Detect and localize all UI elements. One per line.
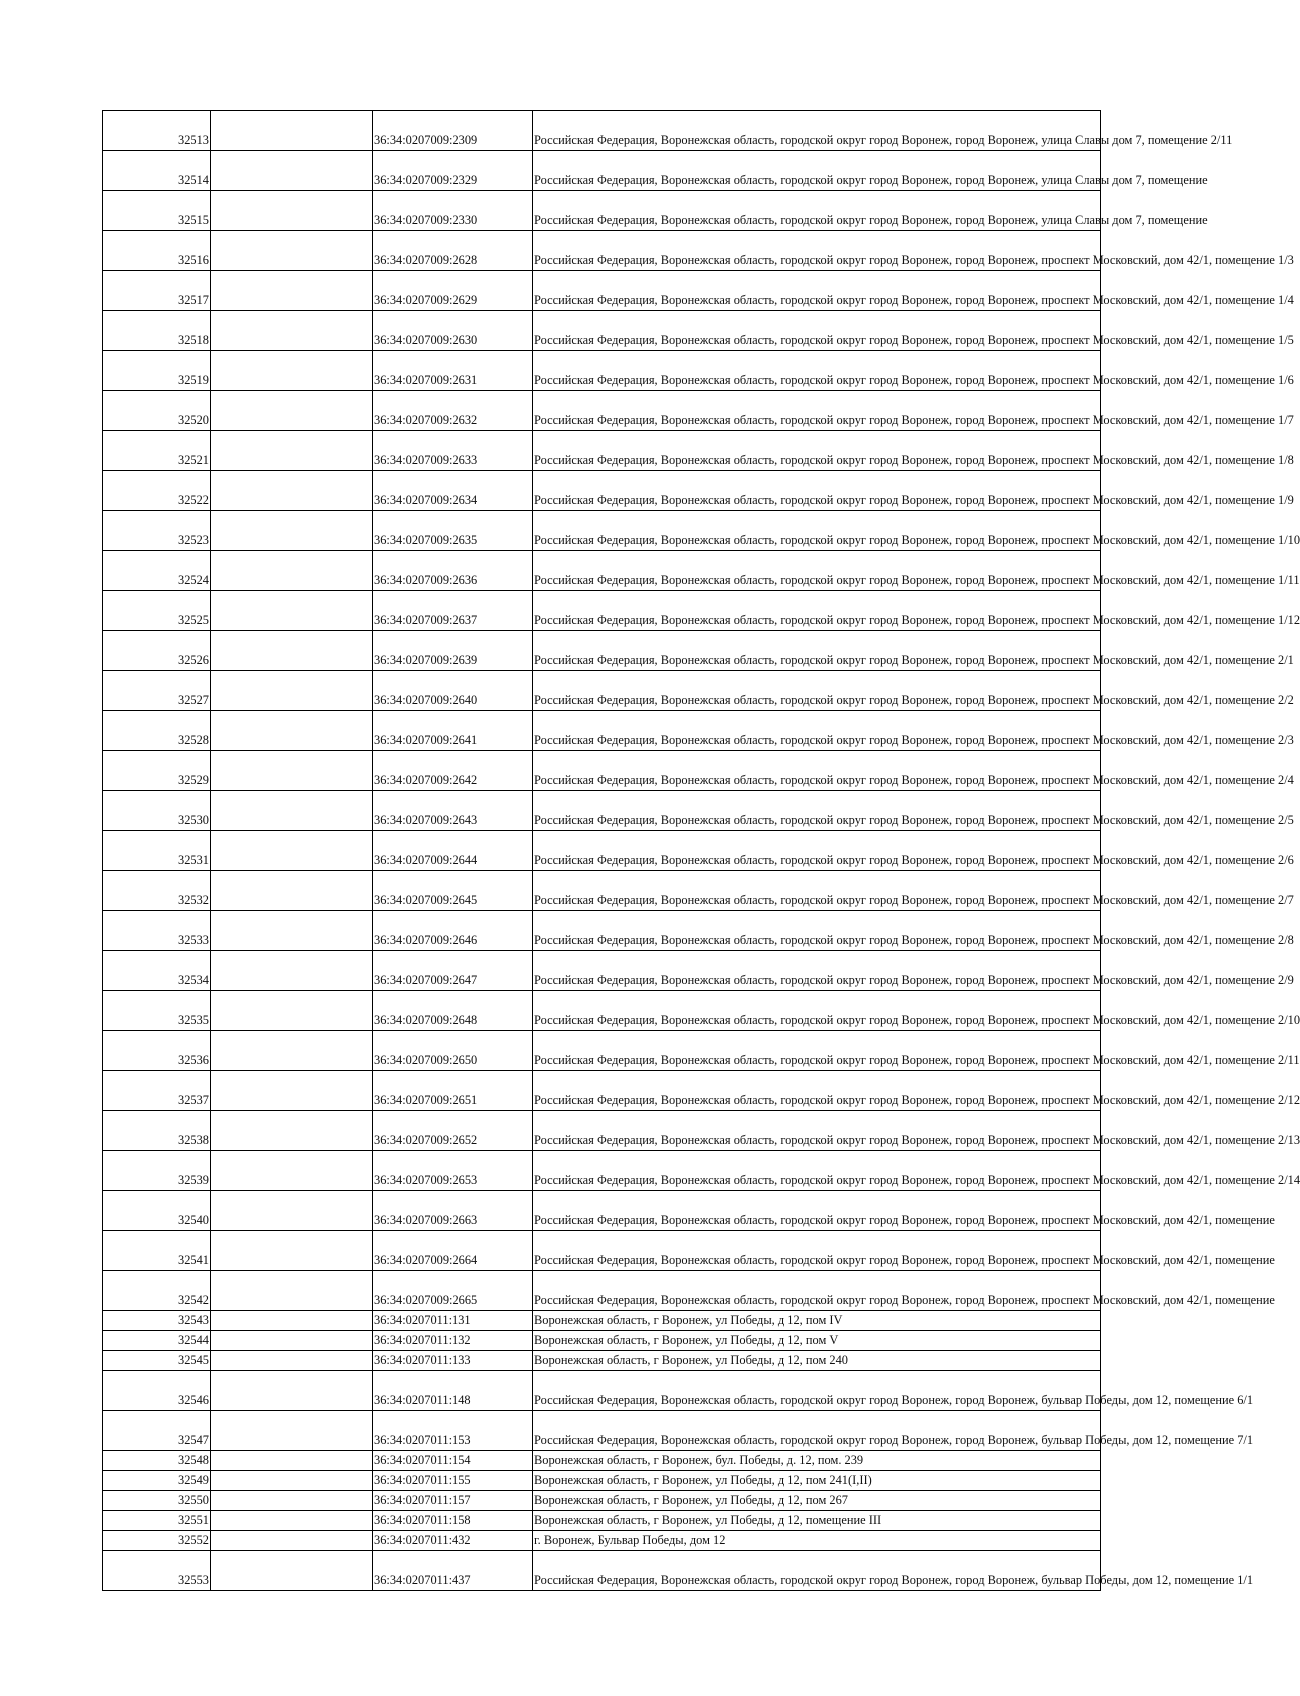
empty-cell: [211, 1031, 373, 1071]
row-number: 32521: [103, 431, 211, 471]
cadastral-number: 36:34:0207011:158: [373, 1511, 533, 1531]
address: Российская Федерация, Воронежская область, городской округ город Воронеж, город Воронеж, проспект Московский, дом 42/1, помещение: [533, 1271, 1101, 1311]
table-row: [103, 511, 1101, 551]
table-row: [103, 631, 1101, 671]
empty-cell: [211, 1491, 373, 1511]
row-number: 32513: [103, 111, 211, 151]
address: Российская Федерация, Воронежская область, городской округ город Воронеж, город Воронеж, проспект Московский, дом 42/1, помещение 2/9: [533, 951, 1101, 991]
address: Российская Федерация, Воронежская область, городской округ город Воронеж, город Воронеж, проспект Московский, дом 42/1, помещение 1/11: [533, 551, 1101, 591]
address: Российская Федерация, Воронежская область, городской округ город Воронеж, город Воронеж, проспект Московский, дом 42/1, помещение 2/2: [533, 671, 1101, 711]
table-row: [103, 831, 1101, 871]
cadastral-number: 36:34:0207009:2635: [373, 511, 533, 551]
row-number: 32531: [103, 831, 211, 871]
empty-cell: [211, 1191, 373, 1231]
address: Российская Федерация, Воронежская область, городской округ город Воронеж, город Воронеж, проспект Московский, дом 42/1, помещение 2/13: [533, 1111, 1101, 1151]
cadastral-number: 36:34:0207009:2637: [373, 591, 533, 631]
address: Российская Федерация, Воронежская область, городской округ город Воронеж, город Воронеж, бульвар Победы, дом 12, помещение 7/1: [533, 1411, 1101, 1451]
address: Российская Федерация, Воронежская область, городской округ город Воронеж, город Воронеж, проспект Московский, дом 42/1, помещение 1/12: [533, 591, 1101, 631]
row-number: 32546: [103, 1371, 211, 1411]
cadastral-number: 36:34:0207009:2631: [373, 351, 533, 391]
row-number: 32516: [103, 231, 211, 271]
empty-cell: [211, 991, 373, 1031]
empty-cell: [211, 1411, 373, 1451]
empty-cell: [211, 471, 373, 511]
table-row: [103, 111, 1101, 151]
row-number: 32544: [103, 1331, 211, 1351]
cadastral-number: 36:34:0207011:131: [373, 1311, 533, 1331]
cadastral-number: 36:34:0207009:2664: [373, 1231, 533, 1271]
empty-cell: [211, 1471, 373, 1491]
cadastral-number: 36:34:0207009:2640: [373, 671, 533, 711]
table-row: [103, 791, 1101, 831]
empty-cell: [211, 1071, 373, 1111]
table-row: [103, 1271, 1101, 1311]
row-number: 32533: [103, 911, 211, 951]
table-row: [103, 1071, 1101, 1111]
row-number: 32550: [103, 1491, 211, 1511]
table-row: [103, 751, 1101, 791]
row-number: 32541: [103, 1231, 211, 1271]
address: Воронежская область, г Воронеж, ул Победы, д 12, пом IV: [533, 1311, 1101, 1331]
empty-cell: [211, 1531, 373, 1551]
empty-cell: [211, 591, 373, 631]
cadastral-number: 36:34:0207011:157: [373, 1491, 533, 1511]
table-row: [103, 871, 1101, 911]
address: Российская Федерация, Воронежская область, городской округ город Воронеж, город Воронеж, проспект Московский, дом 42/1, помещение 1/7: [533, 391, 1101, 431]
cadastral-number: 36:34:0207009:2634: [373, 471, 533, 511]
empty-cell: [211, 1551, 373, 1591]
row-number: 32526: [103, 631, 211, 671]
table-row: [103, 1151, 1101, 1191]
table-row: [103, 1371, 1101, 1411]
row-number: 32522: [103, 471, 211, 511]
cadastral-number: 36:34:0207009:2651: [373, 1071, 533, 1111]
row-number: 32540: [103, 1191, 211, 1231]
cadastral-number: 36:34:0207009:2650: [373, 1031, 533, 1071]
address: Российская Федерация, Воронежская область, городской округ город Воронеж, город Воронеж, проспект Московский, дом 42/1, помещение 2/8: [533, 911, 1101, 951]
empty-cell: [211, 271, 373, 311]
empty-cell: [211, 1351, 373, 1371]
row-number: 32520: [103, 391, 211, 431]
cadastral-number: 36:34:0207011:148: [373, 1371, 533, 1411]
table-row: [103, 1311, 1101, 1331]
address: Воронежская область, г Воронеж, ул Победы, д 12, пом 241(I,II): [533, 1471, 1101, 1491]
table-row: [103, 1451, 1101, 1471]
table-row: [103, 1471, 1101, 1491]
row-number: 32515: [103, 191, 211, 231]
row-number: 32517: [103, 271, 211, 311]
cadastral-number: 36:34:0207009:2633: [373, 431, 533, 471]
row-number: 32536: [103, 1031, 211, 1071]
table-row: [103, 351, 1101, 391]
empty-cell: [211, 151, 373, 191]
address: Российская Федерация, Воронежская область, городской округ город Воронеж, город Воронеж, бульвар Победы, дом 12, помещение 6/1: [533, 1371, 1101, 1411]
empty-cell: [211, 631, 373, 671]
cadastral-number: 36:34:0207011:437: [373, 1551, 533, 1591]
table-row: [103, 231, 1101, 271]
cadastral-number: 36:34:0207009:2628: [373, 231, 533, 271]
table-row: [103, 1511, 1101, 1531]
address: Российская Федерация, Воронежская область, городской округ город Воронеж, город Воронеж, проспект Московский, дом 42/1, помещение 1/8: [533, 431, 1101, 471]
cadastral-number: 36:34:0207009:2643: [373, 791, 533, 831]
row-number: 32552: [103, 1531, 211, 1551]
empty-cell: [211, 751, 373, 791]
empty-cell: [211, 671, 373, 711]
address: Воронежская область, г Воронеж, ул Победы, д 12, помещение III: [533, 1511, 1101, 1531]
table-row: [103, 271, 1101, 311]
cadastral-number: 36:34:0207009:2629: [373, 271, 533, 311]
row-number: 32525: [103, 591, 211, 631]
empty-cell: [211, 1151, 373, 1191]
table-row: [103, 711, 1101, 751]
row-number: 32549: [103, 1471, 211, 1491]
cadastral-number: 36:34:0207009:2665: [373, 1271, 533, 1311]
table-row: [103, 551, 1101, 591]
row-number: 32528: [103, 711, 211, 751]
row-number: 32530: [103, 791, 211, 831]
row-number: 32519: [103, 351, 211, 391]
table-row: [103, 991, 1101, 1031]
cadastral-number: 36:34:0207009:2647: [373, 951, 533, 991]
row-number: 32548: [103, 1451, 211, 1471]
address: Российская Федерация, Воронежская область, городской округ город Воронеж, город Воронеж, проспект Московский, дом 42/1, помещение 2/3: [533, 711, 1101, 751]
table-row: [103, 1351, 1101, 1371]
empty-cell: [211, 951, 373, 991]
address: г. Воронеж, Бульвар Победы, дом 12: [533, 1531, 1101, 1551]
cadastral-number: 36:34:0207009:2644: [373, 831, 533, 871]
row-number: 32518: [103, 311, 211, 351]
empty-cell: [211, 431, 373, 471]
cadastral-number: 36:34:0207009:2639: [373, 631, 533, 671]
register-table-body: [103, 111, 1300, 1591]
table-row: [103, 591, 1101, 631]
cadastral-number: 36:34:0207009:2646: [373, 911, 533, 951]
address: Российская Федерация, Воронежская область, городской округ город Воронеж, город Воронеж, проспект Московский, дом 42/1, помещение 2/4: [533, 751, 1101, 791]
table-row: [103, 391, 1101, 431]
table-row: [103, 911, 1101, 951]
cadastral-number: 36:34:0207009:2329: [373, 151, 533, 191]
address: Российская Федерация, Воронежская область, городской округ город Воронеж, город Воронеж, проспект Московский, дом 42/1, помещение 2/14: [533, 1151, 1101, 1191]
empty-cell: [211, 711, 373, 751]
empty-cell: [211, 1371, 373, 1411]
row-number: 32534: [103, 951, 211, 991]
cadastral-number: 36:34:0207009:2630: [373, 311, 533, 351]
table-row: [103, 1491, 1101, 1511]
empty-cell: [211, 551, 373, 591]
cadastral-number: 36:34:0207009:2632: [373, 391, 533, 431]
cadastral-number: 36:34:0207011:153: [373, 1411, 533, 1451]
table-row: [103, 471, 1101, 511]
cadastral-number: 36:34:0207011:132: [373, 1331, 533, 1351]
cadastral-number: 36:34:0207009:2330: [373, 191, 533, 231]
row-number: 32527: [103, 671, 211, 711]
row-number: 32514: [103, 151, 211, 191]
empty-cell: [211, 871, 373, 911]
address: Российская Федерация, Воронежская область, городской округ город Воронеж, город Воронеж, проспект Московский, дом 42/1, помещение 1/6: [533, 351, 1101, 391]
row-number: 32535: [103, 991, 211, 1031]
address: Российская Федерация, Воронежская область, городской округ город Воронеж, город Воронеж, бульвар Победы, дом 12, помещение 1/1: [533, 1551, 1101, 1591]
address: Российская Федерация, Воронежская область, городской округ город Воронеж, город Воронеж, проспект Московский, дом 42/1, помещение 2/6: [533, 831, 1101, 871]
table-row: [103, 1531, 1101, 1551]
empty-cell: [211, 351, 373, 391]
empty-cell: [211, 1111, 373, 1151]
row-number: 32538: [103, 1111, 211, 1151]
address: Российская Федерация, Воронежская область, городской округ город Воронеж, город Воронеж, улица Славы дом 7, помещение: [533, 191, 1101, 231]
cadastral-number: 36:34:0207009:2645: [373, 871, 533, 911]
table-row: [103, 191, 1101, 231]
row-number: 32529: [103, 751, 211, 791]
empty-cell: [211, 911, 373, 951]
empty-cell: [211, 311, 373, 351]
table-row: [103, 1111, 1101, 1151]
table-row: [103, 951, 1101, 991]
cadastral-number: 36:34:0207011:154: [373, 1451, 533, 1471]
address: Российская Федерация, Воронежская область, городской округ город Воронеж, город Воронеж, проспект Московский, дом 42/1, помещение 2/11: [533, 1031, 1101, 1071]
address: Российская Федерация, Воронежская область, городской округ город Воронеж, город Воронеж, улица Славы дом 7, помещение 2/11: [533, 111, 1101, 151]
row-number: 32524: [103, 551, 211, 591]
table-row: [103, 1191, 1101, 1231]
empty-cell: [211, 1451, 373, 1471]
table-row: [103, 1551, 1101, 1591]
empty-cell: [211, 391, 373, 431]
empty-cell: [211, 791, 373, 831]
address: Российская Федерация, Воронежская область, городской округ город Воронеж, город Воронеж, проспект Московский, дом 42/1, помещение 1/4: [533, 271, 1101, 311]
cadastral-number: 36:34:0207009:2652: [373, 1111, 533, 1151]
empty-cell: [211, 191, 373, 231]
address: Воронежская область, г Воронеж, бул. Победы, д. 12, пом. 239: [533, 1451, 1101, 1471]
address: Воронежская область, г Воронеж, ул Победы, д 12, пом 267: [533, 1491, 1101, 1511]
row-number: 32537: [103, 1071, 211, 1111]
row-number: 32547: [103, 1411, 211, 1451]
cadastral-number: 36:34:0207011:432: [373, 1531, 533, 1551]
address: Российская Федерация, Воронежская область, городской округ город Воронеж, город Воронеж, проспект Московский, дом 42/1, помещение 1/9: [533, 471, 1101, 511]
empty-cell: [211, 231, 373, 271]
table-row: [103, 151, 1101, 191]
row-number: 32523: [103, 511, 211, 551]
address: Российская Федерация, Воронежская область, городской округ город Воронеж, город Воронеж, проспект Московский, дом 42/1, помещение 1/5: [533, 311, 1101, 351]
register-table: [102, 110, 1300, 1591]
empty-cell: [211, 831, 373, 871]
row-number: 32553: [103, 1551, 211, 1591]
address: Российская Федерация, Воронежская область, городской округ город Воронеж, город Воронеж, проспект Московский, дом 42/1, помещение: [533, 1191, 1101, 1231]
address: Воронежская область, г Воронеж, ул Победы, д 12, пом 240: [533, 1351, 1101, 1371]
address: Российская Федерация, Воронежская область, городской округ город Воронеж, город Воронеж, проспект Московский, дом 42/1, помещение 1/3: [533, 231, 1101, 271]
table-row: [103, 1231, 1101, 1271]
address: Воронежская область, г Воронеж, ул Победы, д 12, пом V: [533, 1331, 1101, 1351]
address: Российская Федерация, Воронежская область, городской округ город Воронеж, город Воронеж, проспект Московский, дом 42/1, помещение 1/10: [533, 511, 1101, 551]
table-row: [103, 671, 1101, 711]
address: Российская Федерация, Воронежская область, городской округ город Воронеж, город Воронеж, проспект Московский, дом 42/1, помещение 2/7: [533, 871, 1101, 911]
table-row: [103, 311, 1101, 351]
cadastral-number: 36:34:0207009:2636: [373, 551, 533, 591]
row-number: 32551: [103, 1511, 211, 1531]
row-number: 32543: [103, 1311, 211, 1331]
table-row: [103, 431, 1101, 471]
table-row: [103, 1031, 1101, 1071]
cadastral-number: 36:34:0207009:2309: [373, 111, 533, 151]
empty-cell: [211, 511, 373, 551]
cadastral-number: 36:34:0207011:133: [373, 1351, 533, 1371]
cadastral-number: 36:34:0207009:2642: [373, 751, 533, 791]
address: Российская Федерация, Воронежская область, городской округ город Воронеж, город Воронеж, проспект Московский, дом 42/1, помещение 2/12: [533, 1071, 1101, 1111]
empty-cell: [211, 1231, 373, 1271]
cadastral-number: 36:34:0207009:2648: [373, 991, 533, 1031]
cadastral-number: 36:34:0207009:2663: [373, 1191, 533, 1231]
address: Российская Федерация, Воронежская область, городской округ город Воронеж, город Воронеж, проспект Московский, дом 42/1, помещение 2/10: [533, 991, 1101, 1031]
empty-cell: [211, 1331, 373, 1351]
table-row: [103, 1331, 1101, 1351]
empty-cell: [211, 111, 373, 151]
address: Российская Федерация, Воронежская область, городской округ город Воронеж, город Воронеж, улица Славы дом 7, помещение: [533, 151, 1101, 191]
table-row: [103, 1411, 1101, 1451]
row-number: 32545: [103, 1351, 211, 1371]
row-number: 32539: [103, 1151, 211, 1191]
address: Российская Федерация, Воронежская область, городской округ город Воронеж, город Воронеж, проспект Московский, дом 42/1, помещение 2/1: [533, 631, 1101, 671]
cadastral-number: 36:34:0207009:2641: [373, 711, 533, 751]
cadastral-number: 36:34:0207009:2653: [373, 1151, 533, 1191]
row-number: 32532: [103, 871, 211, 911]
empty-cell: [211, 1511, 373, 1531]
cadastral-number: 36:34:0207011:155: [373, 1471, 533, 1491]
address: Российская Федерация, Воронежская область, городской округ город Воронеж, город Воронеж, проспект Московский, дом 42/1, помещение 2/5: [533, 791, 1101, 831]
row-number: 32542: [103, 1271, 211, 1311]
empty-cell: [211, 1271, 373, 1311]
address: Российская Федерация, Воронежская область, городской округ город Воронеж, город Воронеж, проспект Московский, дом 42/1, помещение: [533, 1231, 1101, 1271]
empty-cell: [211, 1311, 373, 1331]
